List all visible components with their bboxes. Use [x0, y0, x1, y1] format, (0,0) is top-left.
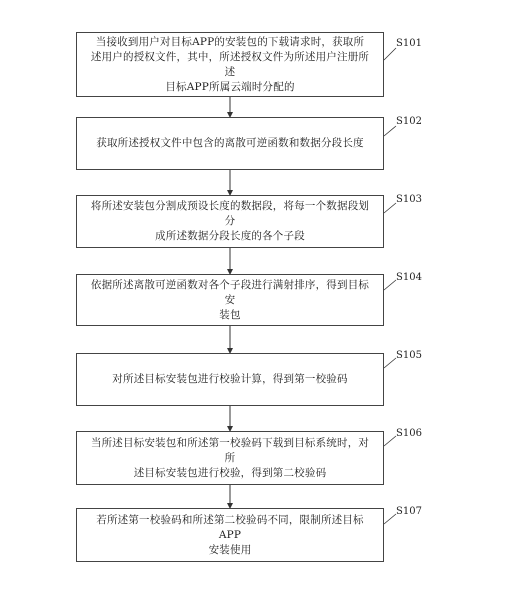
step-s104-text: 依据所述离散可逆函数对各个子段进行满射排序，得到目标安 装包 — [90, 278, 370, 321]
step-s102-text: 获取所述授权文件中包含的离散可逆函数和数据分段长度 — [96, 137, 364, 149]
leader-s105 — [384, 358, 396, 368]
leader-s104 — [384, 280, 396, 290]
step-s107-label: S107 — [396, 506, 422, 517]
step-s106-label: S106 — [396, 428, 422, 439]
step-s101 — [76, 32, 384, 97]
leader-s107 — [384, 514, 396, 524]
step-s104-label: S104 — [396, 272, 422, 283]
leader-s103 — [384, 203, 396, 213]
step-s101-label: S101 — [396, 38, 422, 49]
step-s105 — [76, 353, 384, 406]
step-s107-text: 若所述第一校验码和所述第二校验码不同，限制所述目标APP 安装使用 — [96, 513, 364, 556]
step-s103-text: 将所述安装包分割成预设长度的数据段，将每一个数据段划分 成所述数据分段长度的各个子段 — [90, 200, 370, 242]
step-s103-label: S103 — [396, 194, 422, 205]
step-s102 — [76, 117, 384, 170]
step-s106 — [76, 431, 384, 485]
leader-s101 — [384, 48, 396, 60]
step-s102-label: S102 — [396, 116, 422, 127]
step-s104 — [76, 274, 384, 326]
step-s106-text: 当所述目标安装包和所述第一校验码下载到目标系统时，对所 述目标安装包进行校验，得到第二校验码 — [90, 436, 370, 479]
leader-s102 — [384, 126, 396, 136]
step-s103 — [76, 195, 384, 248]
leader-s106 — [384, 436, 396, 446]
step-s105-text: 对所述目标安装包进行校验计算，得到第一校验码 — [112, 373, 348, 385]
step-s101-text: 当接收到用户对目标APP的安装包的下载请求时，获取所 述用户的授权文件，其中，所述授权文件为所述用户注册所述 目标APP所属云端时分配的 — [90, 35, 370, 93]
step-s105-label: S105 — [396, 350, 422, 361]
step-s107 — [76, 508, 384, 562]
